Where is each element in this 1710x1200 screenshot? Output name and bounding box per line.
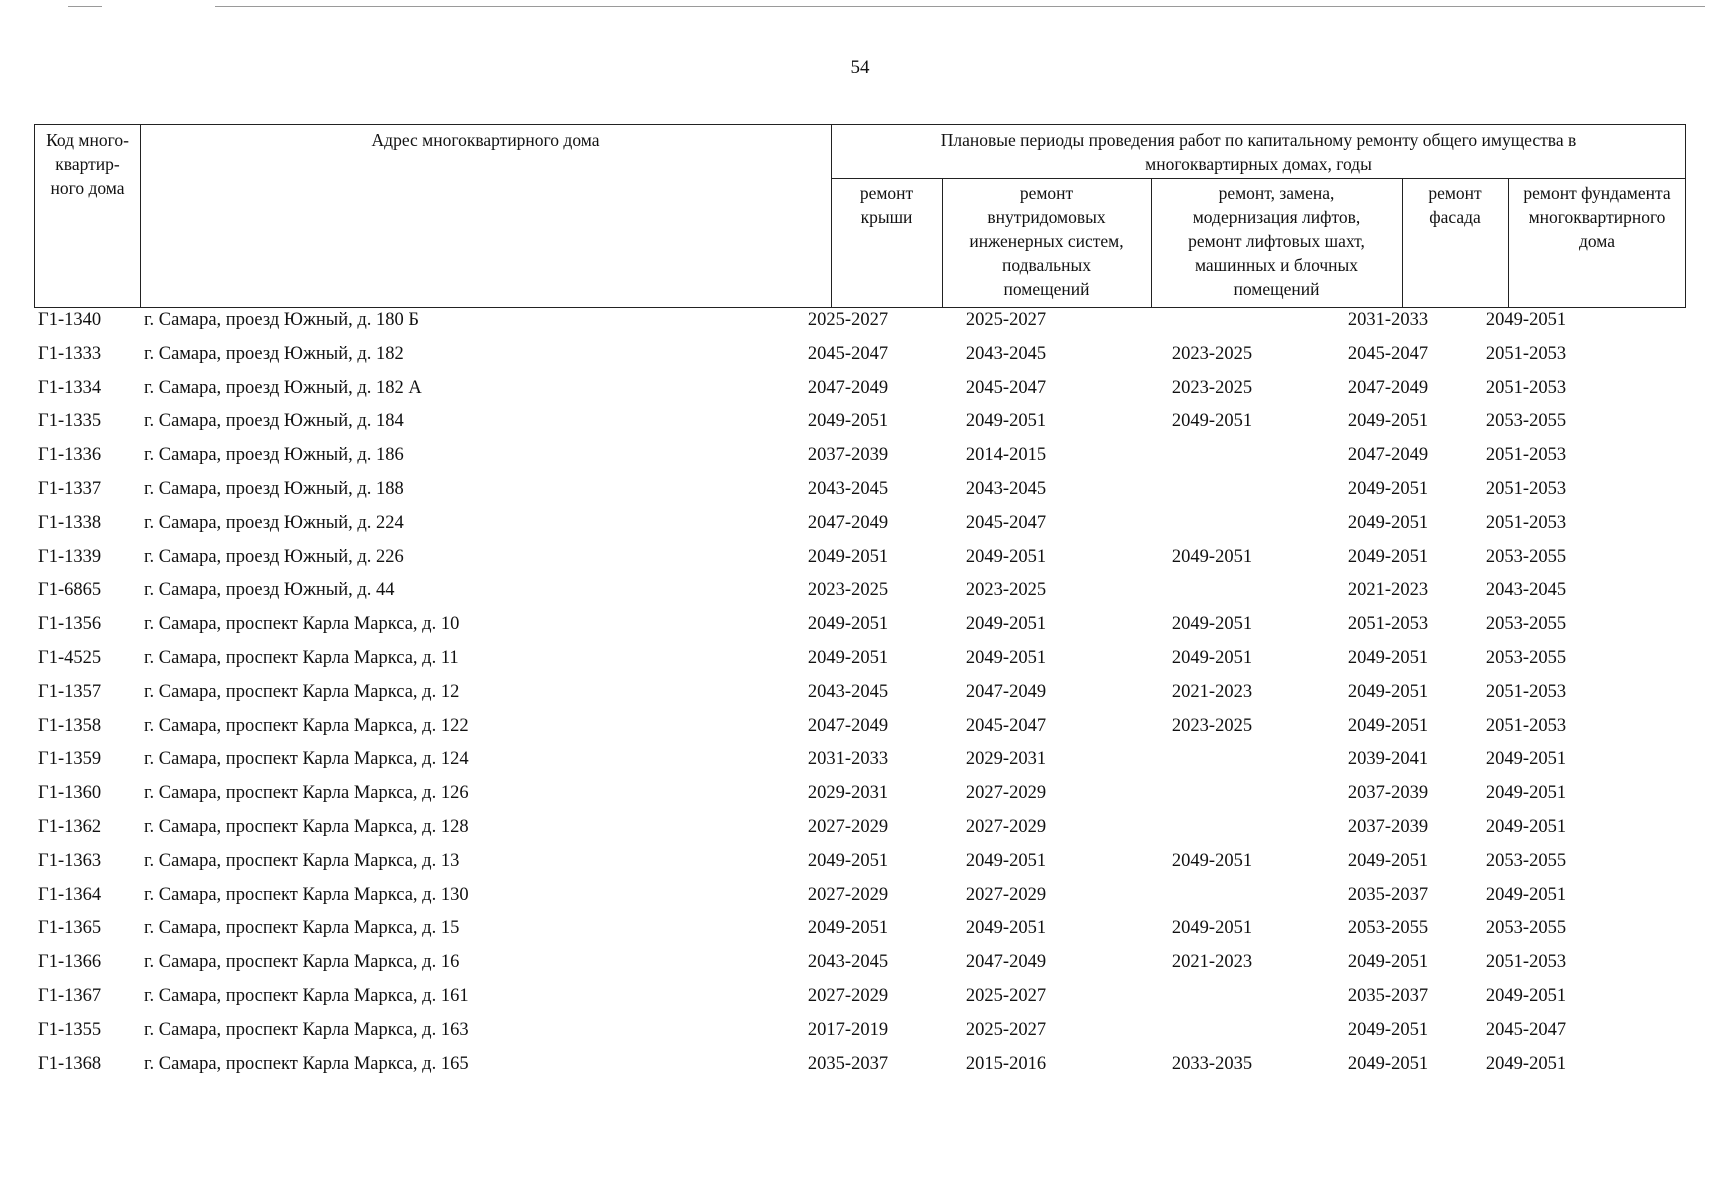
- roof-period: 2027-2029: [807, 985, 889, 1006]
- house-address: г. Самара, проезд Южный, д. 180 Б: [144, 310, 420, 330]
- facade-period: 2031-2033: [1347, 310, 1429, 330]
- header-code: [35, 128, 140, 200]
- header-foundation: [1508, 181, 1686, 253]
- header-foundation-line: ремонт фундамента: [1523, 183, 1671, 203]
- foundation-period: 2049-2051: [1485, 816, 1567, 837]
- table-row: [34, 340, 1686, 374]
- table-row: [34, 407, 1686, 441]
- table-row: [34, 712, 1686, 746]
- facade-period: 2047-2049: [1347, 377, 1429, 398]
- facade-period: 2047-2049: [1347, 445, 1429, 466]
- house-address: г. Самара, проспект Карла Маркса, д. 13: [144, 850, 460, 871]
- engineering-period: 2027-2029: [965, 884, 1047, 905]
- house-address: г. Самара, проезд Южный, д. 188: [144, 478, 404, 499]
- scan-rule-left: [68, 6, 102, 7]
- foundation-period: 2053-2055: [1485, 546, 1567, 567]
- roof-period: 2035-2037: [807, 1053, 889, 1074]
- house-code: Г1-1368: [38, 1053, 102, 1074]
- table-row: [34, 306, 1686, 340]
- facade-period: 2045-2047: [1347, 343, 1429, 364]
- facade-period: 2049-2051: [1347, 681, 1429, 702]
- house-address: г. Самара, проезд Южный, д. 226: [144, 546, 404, 567]
- table-row: [34, 644, 1686, 678]
- foundation-period: 2045-2047: [1485, 1019, 1567, 1040]
- foundation-period: 2049-2051: [1485, 1053, 1567, 1074]
- header-engineering-line: инженерных систем,: [969, 231, 1124, 251]
- header-engineering: [942, 181, 1151, 301]
- roof-period: 2049-2051: [807, 647, 889, 668]
- foundation-period: 2053-2055: [1485, 614, 1567, 635]
- engineering-period: 2045-2047: [965, 715, 1047, 736]
- engineering-period: 2049-2051: [965, 546, 1047, 567]
- elevators-period: 2049-2051: [1171, 411, 1253, 432]
- house-code: Г1-1333: [38, 343, 102, 364]
- house-code: Г1-1360: [38, 783, 102, 804]
- table-body: [34, 306, 1686, 1083]
- table-row: [34, 847, 1686, 881]
- engineering-period: 2025-2027: [965, 985, 1047, 1006]
- elevators-period: 2023-2025: [1171, 377, 1253, 398]
- house-code: Г1-1334: [38, 377, 102, 398]
- engineering-period: 2025-2027: [965, 1019, 1047, 1040]
- foundation-period: 2053-2055: [1485, 647, 1567, 668]
- house-code: Г1-1339: [38, 546, 102, 567]
- house-code: Г1-1356: [38, 614, 102, 635]
- roof-period: 2049-2051: [807, 411, 889, 432]
- header-address-label: Адрес многоквартирного дома: [371, 130, 600, 150]
- roof-period: 2049-2051: [807, 850, 889, 871]
- house-code: Г1-1335: [38, 411, 102, 432]
- facade-period: 2035-2037: [1347, 985, 1429, 1006]
- header-engineering-line: ремонт: [1019, 183, 1074, 203]
- facade-period: 2021-2023: [1347, 580, 1429, 601]
- house-address: г. Самара, проспект Карла Маркса, д. 165: [144, 1053, 469, 1074]
- facade-period: 2037-2039: [1347, 783, 1429, 804]
- elevators-period: 2049-2051: [1171, 918, 1253, 939]
- house-address: г. Самара, проезд Южный, д. 182 А: [144, 377, 422, 398]
- table-row: [34, 982, 1686, 1016]
- house-address: г. Самара, проспект Карла Маркса, д. 122: [144, 715, 469, 736]
- facade-period: 2049-2051: [1347, 512, 1429, 533]
- table-row: [34, 509, 1686, 543]
- house-address: г. Самара, проезд Южный, д. 186: [144, 445, 404, 466]
- table-row: [34, 1050, 1686, 1084]
- facade-period: 2049-2051: [1347, 850, 1429, 871]
- foundation-period: 2043-2045: [1485, 580, 1567, 601]
- facade-period: 2053-2055: [1347, 918, 1429, 939]
- elevators-period: 2023-2025: [1171, 715, 1253, 736]
- house-code: Г1-1340: [38, 310, 102, 330]
- engineering-period: 2023-2025: [965, 580, 1047, 601]
- roof-period: 2031-2033: [807, 749, 889, 770]
- header-periods-line: многоквартирных домах, годы: [1145, 154, 1372, 174]
- header-roof-line: ремонт: [859, 183, 914, 203]
- roof-period: 2045-2047: [807, 343, 889, 364]
- table-row: [34, 543, 1686, 577]
- elevators-period: 2021-2023: [1171, 952, 1253, 973]
- facade-period: 2049-2051: [1347, 411, 1429, 432]
- table-row: [34, 475, 1686, 509]
- roof-period: 2027-2029: [807, 816, 889, 837]
- header-elevators-line: модернизация лифтов,: [1192, 207, 1361, 227]
- house-address: г. Самара, проспект Карла Маркса, д. 128: [144, 816, 469, 837]
- elevators-period: 2049-2051: [1171, 614, 1253, 635]
- house-address: г. Самара, проспект Карла Маркса, д. 16: [144, 952, 460, 973]
- foundation-period: 2049-2051: [1485, 749, 1567, 770]
- house-address: г. Самара, проспект Карла Маркса, д. 130: [144, 884, 469, 905]
- roof-period: 2049-2051: [807, 918, 889, 939]
- foundation-period: 2049-2051: [1485, 985, 1567, 1006]
- engineering-period: 2015-2016: [965, 1053, 1047, 1074]
- house-address: г. Самара, проспект Карла Маркса, д. 10: [144, 614, 460, 635]
- engineering-period: 2045-2047: [965, 377, 1047, 398]
- header-foundation-line: дома: [1578, 231, 1616, 251]
- foundation-period: 2051-2053: [1485, 377, 1567, 398]
- engineering-period: 2014-2015: [965, 445, 1047, 466]
- header-engineering-line: помещений: [1003, 279, 1090, 299]
- header-facade: [1402, 181, 1508, 229]
- house-code: Г1-4525: [38, 647, 102, 668]
- facade-period: 2051-2053: [1347, 614, 1429, 635]
- facade-period: 2049-2051: [1347, 647, 1429, 668]
- header-divider: [831, 178, 1686, 179]
- table-row: [34, 881, 1686, 915]
- facade-period: 2049-2051: [1347, 1019, 1429, 1040]
- roof-period: 2025-2027: [807, 310, 889, 330]
- house-code: Г1-1359: [38, 749, 102, 770]
- house-address: г. Самара, проспект Карла Маркса, д. 11: [144, 647, 459, 668]
- table-header: [34, 124, 1686, 308]
- facade-period: 2049-2051: [1347, 715, 1429, 736]
- house-address: г. Самара, проезд Южный, д. 44: [144, 580, 395, 601]
- header-divider: [140, 125, 141, 308]
- table-row: [34, 610, 1686, 644]
- foundation-period: 2051-2053: [1485, 478, 1567, 499]
- header-periods-line: Плановые периоды проведения работ по капитальному ремонту общего имущества в: [940, 130, 1577, 150]
- engineering-period: 2047-2049: [965, 681, 1047, 702]
- elevators-period: 2049-2051: [1171, 850, 1253, 871]
- foundation-period: 2053-2055: [1485, 850, 1567, 871]
- engineering-period: 2049-2051: [965, 647, 1047, 668]
- header-code-line: квартир-: [55, 154, 120, 174]
- table-row: [34, 1016, 1686, 1050]
- elevators-period: 2049-2051: [1171, 546, 1253, 567]
- table-row: [34, 678, 1686, 712]
- engineering-period: 2049-2051: [965, 850, 1047, 871]
- engineering-period: 2045-2047: [965, 512, 1047, 533]
- foundation-period: 2051-2053: [1485, 681, 1567, 702]
- house-code: Г1-1358: [38, 715, 102, 736]
- header-roof: [831, 181, 942, 229]
- table-row: [34, 948, 1686, 982]
- facade-period: 2049-2051: [1347, 546, 1429, 567]
- header-elevators-line: помещений: [1233, 279, 1320, 299]
- table-row: [34, 914, 1686, 948]
- elevators-period: 2033-2035: [1171, 1053, 1253, 1074]
- elevators-period: 2021-2023: [1171, 681, 1253, 702]
- engineering-period: 2047-2049: [965, 952, 1047, 973]
- house-address: г. Самара, проезд Южный, д. 182: [144, 343, 404, 364]
- engineering-period: 2043-2045: [965, 343, 1047, 364]
- house-code: Г1-1363: [38, 850, 102, 871]
- header-roof-line: крыши: [860, 207, 913, 227]
- header-code-line: Код много-: [46, 130, 129, 150]
- table-row: [34, 745, 1686, 779]
- house-code: Г1-1338: [38, 512, 102, 533]
- table-row: [34, 441, 1686, 475]
- house-code: Г1-1337: [38, 478, 102, 499]
- roof-period: 2049-2051: [807, 614, 889, 635]
- table-row: [34, 779, 1686, 813]
- foundation-period: 2049-2051: [1485, 310, 1567, 330]
- header-address: [140, 128, 831, 152]
- scan-rule-top: [215, 6, 1705, 7]
- house-code: Г1-1355: [38, 1019, 102, 1040]
- house-code: Г1-1357: [38, 681, 102, 702]
- house-address: г. Самара, проезд Южный, д. 184: [144, 411, 404, 432]
- engineering-period: 2043-2045: [965, 478, 1047, 499]
- house-code: Г1-6865: [38, 580, 102, 601]
- header-foundation-line: многоквартирного: [1528, 207, 1666, 227]
- roof-period: 2043-2045: [807, 952, 889, 973]
- foundation-period: 2051-2053: [1485, 952, 1567, 973]
- header-facade-line: ремонт: [1428, 183, 1482, 203]
- house-code: Г1-1362: [38, 816, 102, 837]
- house-code: Г1-1366: [38, 952, 102, 973]
- foundation-period: 2049-2051: [1485, 884, 1567, 905]
- roof-period: 2017-2019: [807, 1019, 889, 1040]
- roof-period: 2027-2029: [807, 884, 889, 905]
- house-code: Г1-1365: [38, 918, 102, 939]
- foundation-period: 2053-2055: [1485, 411, 1567, 432]
- roof-period: 2047-2049: [807, 715, 889, 736]
- table-row: [34, 813, 1686, 847]
- table-row: [34, 374, 1686, 408]
- facade-period: 2039-2041: [1347, 749, 1429, 770]
- foundation-period: 2053-2055: [1485, 918, 1567, 939]
- foundation-period: 2051-2053: [1485, 343, 1567, 364]
- engineering-period: 2049-2051: [965, 614, 1047, 635]
- header-code-line: ного дома: [50, 178, 125, 198]
- roof-period: 2023-2025: [807, 580, 889, 601]
- house-code: Г1-1364: [38, 884, 102, 905]
- house-address: г. Самара, проспект Карла Маркса, д. 15: [144, 918, 460, 939]
- header-engineering-line: внутридомовых: [987, 207, 1106, 227]
- roof-period: 2037-2039: [807, 445, 889, 466]
- elevators-period: 2049-2051: [1171, 647, 1253, 668]
- foundation-period: 2051-2053: [1485, 445, 1567, 466]
- foundation-period: 2051-2053: [1485, 512, 1567, 533]
- facade-period: 2049-2051: [1347, 1053, 1429, 1074]
- engineering-period: 2027-2029: [965, 783, 1047, 804]
- facade-period: 2049-2051: [1347, 952, 1429, 973]
- house-address: г. Самара, проспект Карла Маркса, д. 12: [144, 681, 460, 702]
- house-address: г. Самара, проспект Карла Маркса, д. 161: [144, 985, 469, 1006]
- header-elevators: [1151, 181, 1402, 301]
- table-row: [34, 576, 1686, 610]
- roof-period: 2043-2045: [807, 681, 889, 702]
- house-address: г. Самара, проспект Карла Маркса, д. 126: [144, 783, 469, 804]
- roof-period: 2047-2049: [807, 512, 889, 533]
- engineering-period: 2029-2031: [965, 749, 1047, 770]
- house-address: г. Самара, проспект Карла Маркса, д. 124: [144, 749, 469, 770]
- facade-period: 2037-2039: [1347, 816, 1429, 837]
- house-code: Г1-1367: [38, 985, 102, 1006]
- engineering-period: 2025-2027: [965, 310, 1047, 330]
- house-code: Г1-1336: [38, 445, 102, 466]
- header-elevators-line: машинных и блочных: [1194, 255, 1359, 275]
- roof-period: 2049-2051: [807, 546, 889, 567]
- header-facade-line: фасада: [1429, 207, 1481, 227]
- house-address: г. Самара, проспект Карла Маркса, д. 163: [144, 1019, 469, 1040]
- facade-period: 2049-2051: [1347, 478, 1429, 499]
- engineering-period: 2049-2051: [965, 411, 1047, 432]
- page-number: 54: [850, 57, 870, 78]
- facade-period: 2035-2037: [1347, 884, 1429, 905]
- header-elevators-line: ремонт лифтовых шахт,: [1188, 231, 1365, 251]
- engineering-period: 2027-2029: [965, 816, 1047, 837]
- foundation-period: 2051-2053: [1485, 715, 1567, 736]
- roof-period: 2047-2049: [807, 377, 889, 398]
- header-elevators-line: ремонт, замена,: [1218, 183, 1335, 203]
- header-engineering-line: подвальных: [1001, 255, 1092, 275]
- foundation-period: 2049-2051: [1485, 783, 1567, 804]
- header-periods-group: [831, 128, 1686, 176]
- elevators-period: 2023-2025: [1171, 343, 1253, 364]
- house-address: г. Самара, проезд Южный, д. 224: [144, 512, 404, 533]
- engineering-period: 2049-2051: [965, 918, 1047, 939]
- roof-period: 2029-2031: [807, 783, 889, 804]
- roof-period: 2043-2045: [807, 478, 889, 499]
